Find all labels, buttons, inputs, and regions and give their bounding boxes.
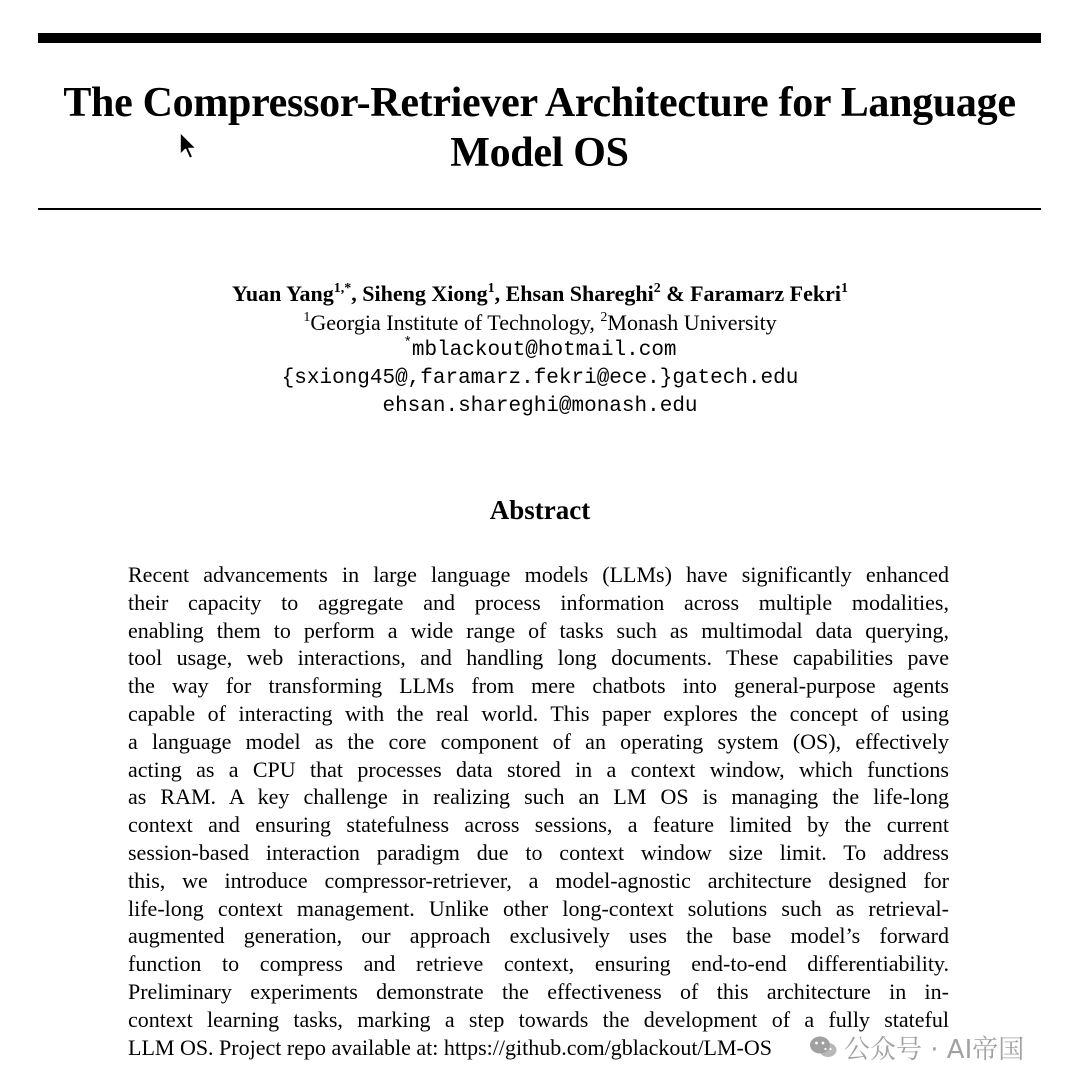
email-address[interactable]: {sxiong45@,faramarz.fekri@ece.}gatech.edu bbox=[281, 367, 799, 390]
title-bottom-rule bbox=[38, 208, 1041, 210]
abstract-line: context and ensuring statefulness across sessions, a feature limited by the current bbox=[128, 812, 949, 838]
watermark bbox=[808, 1028, 1024, 1066]
author-name: Siheng Xiong bbox=[362, 281, 488, 306]
abstract-line: augmented generation, our approach exclusively uses the base model’s forward bbox=[128, 923, 949, 949]
mouse-pointer-icon bbox=[178, 131, 200, 165]
author-affiliation-mark: 1,* bbox=[333, 281, 352, 296]
wechat-icon bbox=[808, 1034, 838, 1060]
affiliation-name: Georgia Institute of Technology, bbox=[310, 310, 601, 335]
email-address[interactable]: mblackout@hotmail.com bbox=[411, 339, 677, 362]
author-block bbox=[0, 279, 1080, 421]
abstract-line: the way for transforming LLMs from mere chatbots into general-purpose agents bbox=[128, 673, 949, 699]
watermark-text: 公众号 · AI帝国 bbox=[844, 1034, 1025, 1065]
top-rule bbox=[38, 33, 1041, 43]
abstract-line: context learning tasks, marking a step towards the development of a fully stateful bbox=[128, 1006, 949, 1032]
abstract-line: their capacity to aggregate and process information across multiple modalities, bbox=[128, 589, 949, 615]
abstract-heading: Abstract bbox=[489, 495, 591, 525]
abstract-line: session-based interaction paradigm due to context window size limit. To address bbox=[128, 839, 949, 865]
author-list bbox=[0, 279, 1080, 309]
affiliation-name: Monash University bbox=[607, 310, 777, 335]
author-separator: , bbox=[494, 281, 506, 306]
abstract-line: function to compress and retrieve context, ensuring end-to-end differentiability. bbox=[128, 951, 949, 977]
paper-title: The Compressor-Retriever Architecture for Language Model OS bbox=[63, 80, 1016, 176]
abstract-line: life-long context management. Unlike other long-context solutions such as retrieval- bbox=[128, 895, 949, 921]
abstract-line: Recent advancements in large language models (LLMs) have significantly enhanced bbox=[128, 562, 949, 587]
email-line bbox=[0, 393, 1080, 421]
email-line bbox=[0, 365, 1080, 393]
abstract-line: acting as a CPU that processes data stored in a context window, which functions bbox=[128, 756, 949, 782]
author-affiliation-mark: 1 bbox=[487, 281, 495, 296]
abstract-line: as RAM. A key challenge in realizing such an LM OS is managing the life-long bbox=[128, 784, 949, 810]
abstract-body bbox=[128, 561, 949, 1061]
email-address[interactable]: ehsan.shareghi@monash.edu bbox=[382, 395, 698, 418]
author-final-separator: & bbox=[660, 281, 691, 306]
email-mark: * bbox=[403, 335, 412, 351]
abstract-line: this, we introduce compressor-retriever, a model-agnostic architecture designed for bbox=[128, 867, 949, 893]
abstract-line: LLM OS. Project repo available at: https://github.com/gblackout/LM-OS bbox=[128, 1034, 773, 1060]
affiliations bbox=[0, 309, 1080, 337]
author-affiliation-mark: 2 bbox=[653, 281, 661, 296]
author-name: Ehsan Shareghi bbox=[505, 281, 654, 306]
abstract-line: a language model as the core component of an operating system (OS), effectively bbox=[128, 728, 949, 754]
author-name: Yuan Yang bbox=[232, 281, 334, 306]
affiliation-mark: 1 bbox=[303, 310, 311, 325]
abstract-line: capable of interacting with the real world. This paper explores the concept of using bbox=[128, 700, 949, 726]
email-line bbox=[0, 337, 1080, 365]
affiliation-mark: 2 bbox=[600, 310, 608, 325]
author-affiliation-mark: 1 bbox=[840, 281, 848, 296]
author-name: Faramarz Fekri bbox=[690, 281, 841, 306]
abstract-line: tool usage, web interactions, and handling long documents. These capabilities pave bbox=[128, 645, 949, 671]
author-separator: , bbox=[351, 281, 363, 306]
abstract-line: Preliminary experiments demonstrate the effectiveness of this architecture in in- bbox=[128, 978, 949, 1004]
abstract-line: enabling them to perform a wide range of tasks such as multimodal data querying, bbox=[128, 617, 949, 643]
